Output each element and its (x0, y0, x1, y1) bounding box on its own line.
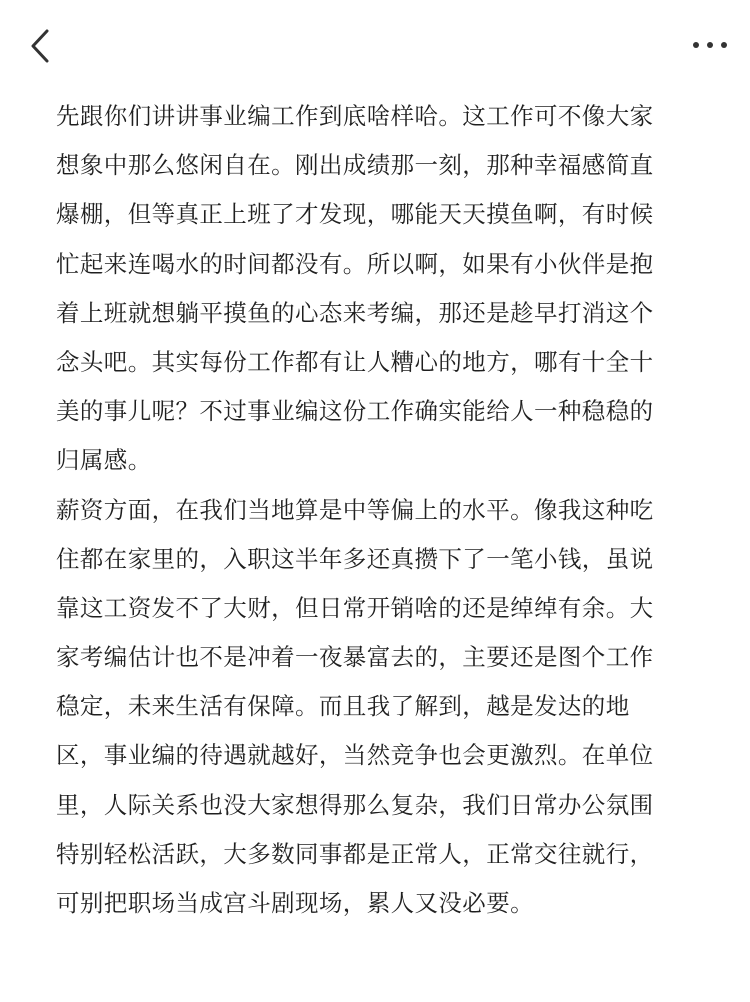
top-navigation-bar (0, 0, 750, 90)
article-line: 区，事业编的待遇就越好，当然竞争也会更激烈。在单位 (56, 741, 654, 770)
article-line: 住都在家里的，入职这半年多还真攒下了一笔小钱，虽说 (56, 544, 654, 573)
more-horizontal-icon (692, 41, 728, 49)
article-line: 稳定，未来生活有保障。而且我了解到，越是发达的地 (56, 692, 630, 721)
article-line: 想象中那么悠闲自在。刚出成绩那一刻，那种幸福感简直 (56, 151, 654, 180)
article-line: 薪资方面，在我们当地算是中等偏上的水平。像我这种吃 (56, 495, 654, 524)
article-line: 着上班就想躺平摸鱼的心态来考编，那还是趁早打消这个 (56, 298, 654, 327)
article-line: 特别轻松活跃，大多数同事都是正常人，正常交往就行， (56, 839, 654, 868)
article-line: 忙起来连喝水的时间都没有。所以啊，如果有小伙伴是抱 (56, 249, 654, 278)
more-options-button[interactable] (688, 30, 732, 60)
article-line: 爆棚，但等真正上班了才发现，哪能天天摸鱼啊，有时候 (56, 200, 654, 229)
article-line: 美的事儿呢？不过事业编这份工作确实能给人一种稳稳的 (56, 397, 654, 426)
chevron-left-icon (29, 28, 51, 64)
article-line: 先跟你们讲讲事业编工作到底啥样哈。这工作可不像大家 (56, 102, 654, 130)
article-line: 归属感。 (56, 446, 152, 475)
article-line: 可别把职场当成宫斗剧现场，累人又没必要。 (56, 889, 534, 917)
back-button[interactable] (22, 26, 58, 66)
article-line: 里，人际关系也没大家想得那么复杂，我们日常办公氛围 (56, 790, 654, 819)
article-line: 念头吧。其实每份工作都有让人糟心的地方，哪有十全十 (56, 347, 654, 376)
article-line: 靠这工资发不了大财，但日常开销啥的还是绰绰有余。大 (56, 593, 654, 622)
article-line: 家考编估计也不是冲着一夜暴富去的，主要还是图个工作 (56, 643, 654, 672)
article-body (56, 92, 706, 928)
